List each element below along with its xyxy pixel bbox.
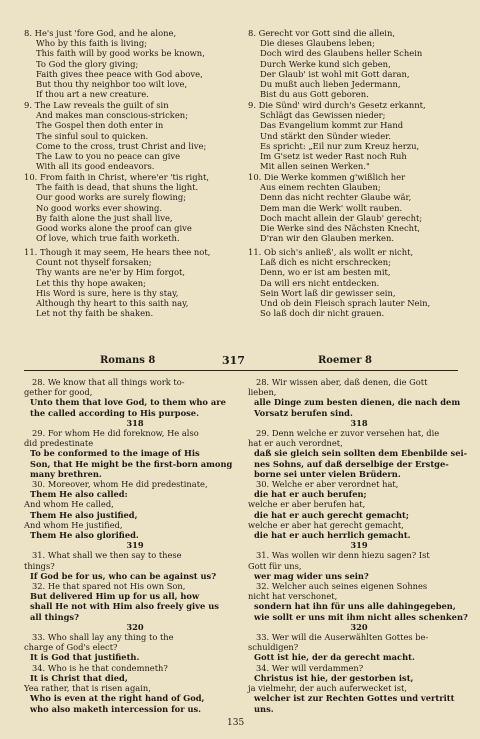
reading-line: gether for good, bbox=[24, 387, 93, 398]
reading-line: welche er aber hat gerecht gemacht, bbox=[248, 519, 404, 530]
stanza-line: So laß doch dir nicht grauen. bbox=[260, 308, 385, 319]
reading-line: die hat er auch herrlich gemacht. bbox=[254, 530, 411, 541]
stanza-line: 11. Though it may seem, He hears thee not, bbox=[24, 247, 211, 257]
stanza-line: Denn das nicht rechter Glaube wär, bbox=[260, 192, 412, 203]
stanza-line: But thou thy neighbor too wilt love, bbox=[36, 79, 188, 90]
reading-line: Unto them that love God, to them who are bbox=[30, 397, 226, 408]
stanza-line: Im G'setz ist weder Rast noch Ruh bbox=[260, 151, 407, 162]
hymn-stanza bbox=[248, 247, 470, 318]
reading-line: did predestinate bbox=[24, 438, 94, 449]
reading-line: 34. Who is he that condemneth? bbox=[32, 662, 168, 673]
reading-line: And whom He called, bbox=[24, 499, 114, 510]
section-number: 319 bbox=[350, 540, 368, 551]
section-number: 318 bbox=[350, 417, 368, 428]
reading-line: sondern hat ihn für uns alle dahingegeben, bbox=[254, 601, 456, 612]
reading-line: Gott für uns, bbox=[248, 560, 302, 571]
stanza-line: 8. Gerecht vor Gott sind die allein, bbox=[248, 28, 396, 38]
reading-line: 28. Wir wissen aber, daß denen, die Gott bbox=[256, 377, 428, 387]
stanza-line: Count not thyself forsaken; bbox=[36, 257, 152, 268]
stanza-line: Du mußt auch lieben Jedermann, bbox=[260, 79, 401, 90]
stanza-line: Of love, which true faith worketh. bbox=[36, 233, 180, 244]
page-number: 135 bbox=[227, 718, 245, 728]
reading-line: welche er aber berufen hat, bbox=[248, 499, 366, 510]
stanza-line: With all its good endeavors. bbox=[36, 161, 155, 172]
reading-line: die hat er auch berufen; bbox=[254, 489, 367, 500]
stanza-line: Aus einem rechten Glauben; bbox=[260, 182, 381, 193]
reading-line: To be conformed to the image of His bbox=[30, 448, 200, 459]
reading-line: And whom He justified, bbox=[24, 519, 123, 530]
reading-line: Them He also justified, bbox=[30, 509, 138, 520]
reading-line: 32. Welcher auch seines eigenen Sohnes bbox=[256, 581, 428, 592]
stanza-line: Bist du aus Gott geboren. bbox=[260, 89, 369, 100]
stanza-line: If thou art a new creature. bbox=[36, 89, 149, 100]
stanza-line: Schlägt das Gewissen nieder; bbox=[260, 110, 386, 121]
reading-line: borne sei unter vielen Brüdern. bbox=[254, 468, 401, 479]
reading-line: Christus ist hie, der gestorben ist, bbox=[254, 672, 414, 683]
stanza-line: 9. The Law reveals the guilt of sin bbox=[24, 100, 169, 110]
stanza-line: Der Glaub' ist wohl mit Gott daran, bbox=[260, 68, 410, 79]
reading-line: ja vielmehr, der auch auferwecket ist, bbox=[248, 683, 407, 694]
reading-line: 33. Who shall lay any thing to the bbox=[32, 632, 174, 643]
stanza-line: Sein Wort laß dir gewisser sein, bbox=[260, 287, 396, 298]
reading-line: daß sie gleich sein sollten dem Ebenbilde sei- bbox=[254, 448, 468, 459]
reading-line: Gott ist hie, der da gerecht macht. bbox=[254, 652, 415, 663]
stanza-line: 11. Ob sich's anließ', als wollt er nicht, bbox=[248, 247, 414, 257]
stanza-line: Our good works are surely flowing; bbox=[36, 192, 187, 203]
responsive-reading-english bbox=[24, 377, 246, 714]
stanza-line: No good works ever showing. bbox=[36, 202, 163, 213]
reading-line: Them He also called: bbox=[30, 489, 128, 500]
stanza-line: Dem man die Werk' wollt rauben. bbox=[260, 202, 403, 213]
reading-line: nicht hat verschonet, bbox=[248, 591, 338, 602]
stanza-line: His Word is sure, here is thy stay, bbox=[36, 287, 179, 298]
stanza-line: Doch wird des Glaubens heller Schein bbox=[260, 48, 423, 59]
reading-line: Vorsatz berufen sind. bbox=[254, 407, 353, 418]
stanza-line: And makes man conscious-stricken; bbox=[36, 110, 189, 121]
stanza-line: Let not thy faith be shaken. bbox=[36, 308, 154, 319]
stanza-line: Denn, wo er ist am besten mit, bbox=[260, 267, 391, 278]
hymn-stanza bbox=[24, 172, 246, 243]
stanza-line: Good works alone the proof can give bbox=[36, 223, 192, 234]
reading-line: wer mag wider uns sein? bbox=[254, 570, 369, 581]
reading-title-german: Roemer 8 bbox=[318, 355, 372, 366]
reading-line: It is Christ that died, bbox=[30, 672, 128, 683]
header-rule bbox=[24, 370, 458, 371]
reading-line: many brethren. bbox=[30, 468, 102, 479]
stanza-line: Thy wants are ne'er by Him forgot, bbox=[36, 267, 186, 278]
reading-header bbox=[24, 355, 458, 369]
stanza-line: Es spricht: „Eil nur zum Kreuz herzu, bbox=[260, 140, 420, 151]
section-number: 320 bbox=[350, 621, 368, 632]
stanza-line: The Law to you no peace can give bbox=[36, 151, 181, 162]
reading-line: nes Sohns, auf daß derselbige der Erstge- bbox=[254, 458, 449, 469]
stanza-line: 8. He's just 'fore God, and he alone, bbox=[24, 28, 177, 38]
reading-line: things? bbox=[24, 560, 55, 571]
stanza-line: Who by this faith is living; bbox=[36, 38, 148, 49]
reading-line: lieben, bbox=[248, 387, 277, 398]
reading-line: But delivered Him up for us all, how bbox=[30, 591, 200, 602]
reading-line: 33. Wer will die Auserwählten Gottes be- bbox=[256, 632, 429, 643]
reading-line: Who is even at the right hand of God, bbox=[30, 693, 205, 704]
stanza-line: 10. From faith in Christ, where'er 'tis right, bbox=[24, 172, 210, 182]
reading-line: Son, that He might be the first-born among bbox=[30, 458, 233, 469]
reading-line: the called according to His purpose. bbox=[30, 407, 199, 418]
stanza-line: Die Werke sind des Nächsten Knecht, bbox=[260, 223, 421, 234]
reading-line: welcher ist zur Rechten Gottes und vertritt bbox=[254, 693, 455, 704]
reading-line: If God be for us, who can be against us? bbox=[30, 570, 217, 581]
section-number: 319 bbox=[126, 540, 144, 551]
stanza-line: The sinful soul to quicken. bbox=[36, 130, 149, 141]
reading-line: alle Dinge zum besten dienen, die nach dem bbox=[254, 397, 461, 408]
stanza-line: The Gospel then doth enter in bbox=[36, 120, 164, 131]
reading-number: 317 bbox=[222, 354, 245, 367]
section-number: 320 bbox=[126, 621, 144, 632]
hymn-stanza bbox=[248, 172, 470, 243]
reading-line: wie sollt er uns mit ihm nicht alles schenken? bbox=[254, 611, 468, 622]
reading-line: 31. Was wollen wir denn hiezu sagen? Ist bbox=[256, 550, 430, 561]
stanza-line: Laß dich es nicht erschrecken; bbox=[260, 257, 391, 268]
reading-line: Them He also glorified. bbox=[30, 530, 139, 541]
stanza-line: Faith gives thee peace with God above, bbox=[36, 68, 203, 79]
reading-line: It is God that justifieth. bbox=[30, 652, 140, 663]
stanza-line: The faith is dead, that shuns the light. bbox=[36, 182, 199, 193]
reading-line: die hat er auch gerecht gemacht; bbox=[254, 509, 409, 520]
stanza-line: Mit allen seinen Werken." bbox=[260, 161, 370, 172]
stanza-line: Und ob dein Fleisch sprach lauter Nein, bbox=[260, 298, 431, 309]
reading-line: 31. What shall we then say to these bbox=[32, 550, 182, 561]
reading-title-english: Romans 8 bbox=[100, 355, 156, 366]
stanza-line: This faith will by good works be known, bbox=[36, 48, 205, 59]
reading-line: 30. Welche er aber verordnet hat, bbox=[256, 479, 399, 490]
stanza-line: Although thy heart to this saith nay, bbox=[36, 298, 189, 309]
hymn-stanza bbox=[24, 28, 246, 99]
hymn-stanza bbox=[24, 100, 246, 171]
hymn-stanza bbox=[24, 247, 246, 318]
reading-line: Yea rather, that is risen again, bbox=[24, 683, 151, 694]
hymn-stanza bbox=[248, 100, 470, 171]
stanza-line: Durch Werke kund sich geben, bbox=[260, 58, 391, 69]
reading-line: 30. Moreover, whom He did predestinate, bbox=[32, 479, 208, 490]
reading-line: schuldigen? bbox=[248, 642, 299, 653]
reading-line: who also maketh intercession for us. bbox=[30, 703, 202, 714]
reading-line: 29. Denn welche er zuvor versehen hat, die bbox=[256, 428, 440, 439]
reading-line: 29. For whom He did foreknow, He also bbox=[32, 428, 199, 439]
stanza-line: Da will ers nicht entdecken. bbox=[260, 277, 380, 288]
reading-line: charge of God's elect? bbox=[24, 642, 118, 653]
stanza-line: Doch macht allein der Glaub' gerecht; bbox=[260, 212, 423, 223]
stanza-line: Und stärkt den Sünder wieder. bbox=[260, 130, 391, 141]
reading-line: 34. Wer will verdammen? bbox=[256, 662, 364, 673]
stanza-line: To God the glory giving; bbox=[36, 58, 139, 69]
responsive-reading-german bbox=[248, 377, 470, 714]
stanza-line: Die dieses Glaubens leben; bbox=[260, 38, 375, 49]
section-number: 318 bbox=[126, 417, 144, 428]
stanza-line: D'ran wir den Glauben merken. bbox=[260, 233, 395, 244]
stanza-line: 9. Die Sünd' wird durch's Gesetz erkannt, bbox=[248, 100, 426, 110]
reading-line: all things? bbox=[30, 611, 79, 622]
reading-line: uns. bbox=[254, 703, 274, 714]
stanza-line: By faith alone the just shall live, bbox=[36, 212, 173, 223]
stanza-line: Let this thy hope awaken; bbox=[36, 277, 146, 288]
stanza-line: 10. Die Werke kommen g'wißlich her bbox=[248, 172, 406, 182]
reading-line: 28. We know that all things work to- bbox=[32, 377, 185, 387]
stanza-line: Das Evangelium kommt zur Hand bbox=[260, 120, 404, 131]
reading-line: hat er auch verordnet, bbox=[248, 438, 343, 449]
hymn-stanza bbox=[248, 28, 470, 99]
stanza-line: Come to the cross, trust Christ and live; bbox=[36, 140, 207, 151]
reading-line: 32. He that spared not His own Son, bbox=[32, 581, 186, 592]
reading-line: shall He not with Him also freely give us bbox=[30, 601, 219, 612]
